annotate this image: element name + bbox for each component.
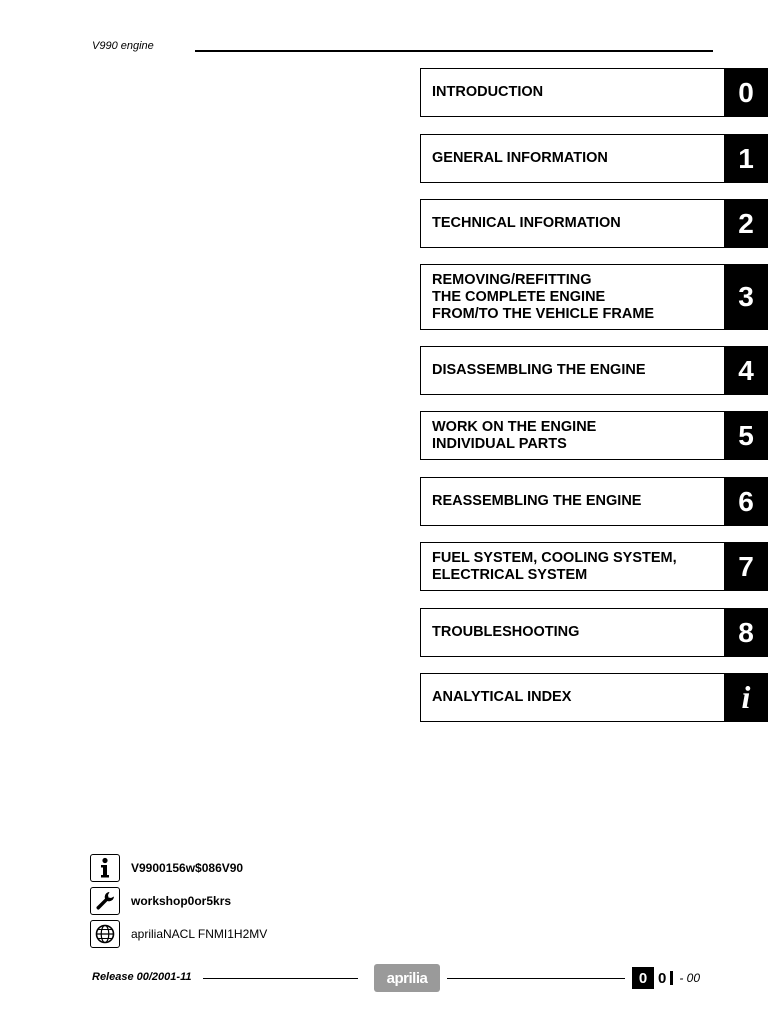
toc-item-label: INTRODUCTION	[420, 68, 724, 117]
legend-item	[90, 920, 267, 948]
wrench-icon	[90, 887, 120, 915]
toc-item-label: WORK ON THE ENGINE INDIVIDUAL PARTS	[420, 411, 724, 460]
toc-item-label: ANALYTICAL INDEX	[420, 673, 724, 722]
toc-item-troubleshooting[interactable]	[420, 608, 768, 657]
toc-item-number: 8	[724, 608, 768, 657]
legend-text: apriliaNACL FNMI1H2MV	[131, 927, 268, 941]
legend-item	[90, 854, 243, 882]
toc-item-technical-information[interactable]	[420, 199, 768, 248]
info-icon	[90, 854, 120, 882]
legend-text: V9900156w$086V90	[131, 861, 244, 875]
footer-rule	[203, 978, 358, 979]
release-label: Release 00/2001-11	[92, 971, 192, 983]
section-box-number: 0	[632, 967, 654, 989]
legend-text: workshop0or5krs	[131, 894, 232, 908]
footer-rule	[447, 978, 625, 979]
aprilia-logo: aprilia	[374, 964, 440, 992]
header-title: V990 engine	[92, 40, 154, 52]
toc-item-label: REASSEMBLING THE ENGINE	[420, 477, 724, 526]
toc-item-label: GENERAL INFORMATION	[420, 134, 724, 183]
toc-item-number: i	[724, 673, 768, 722]
toc-item-individual-parts[interactable]	[420, 411, 768, 460]
toc-item-removing-refitting[interactable]	[420, 264, 768, 330]
toc-item-reassembling[interactable]	[420, 477, 768, 526]
toc-item-analytical-index[interactable]	[420, 673, 768, 722]
toc-item-number: 1	[724, 134, 768, 183]
toc-item-label: TROUBLESHOOTING	[420, 608, 724, 657]
section-number: 0	[658, 969, 667, 987]
toc-item-number: 3	[724, 264, 768, 330]
toc-item-label: DISASSEMBLING THE ENGINE	[420, 346, 724, 395]
toc-item-disassembling[interactable]	[420, 346, 768, 395]
toc-item-number: 4	[724, 346, 768, 395]
page-separator	[670, 971, 673, 985]
toc-item-number: 2	[724, 199, 768, 248]
toc-item-introduction[interactable]	[420, 68, 768, 117]
toc-item-number: 0	[724, 68, 768, 117]
toc-item-label: FUEL SYSTEM, COOLING SYSTEM, ELECTRICAL SYSTEM	[420, 542, 724, 591]
toc-item-number: 5	[724, 411, 768, 460]
revision-number: - 00	[679, 971, 701, 985]
header-rule	[195, 50, 713, 52]
toc-item-label: TECHNICAL INFORMATION	[420, 199, 724, 248]
toc-item-fuel-cooling-electrical[interactable]	[420, 542, 768, 591]
toc-item-number: 6	[724, 477, 768, 526]
legend-item	[90, 887, 231, 915]
toc-item-label: REMOVING/REFITTING THE COMPLETE ENGINE FROM/TO THE VEHICLE FRAME	[420, 264, 724, 330]
toc-item-general-information[interactable]	[420, 134, 768, 183]
page-number	[632, 967, 700, 989]
toc-item-number: 7	[724, 542, 768, 591]
globe-icon	[90, 920, 120, 948]
